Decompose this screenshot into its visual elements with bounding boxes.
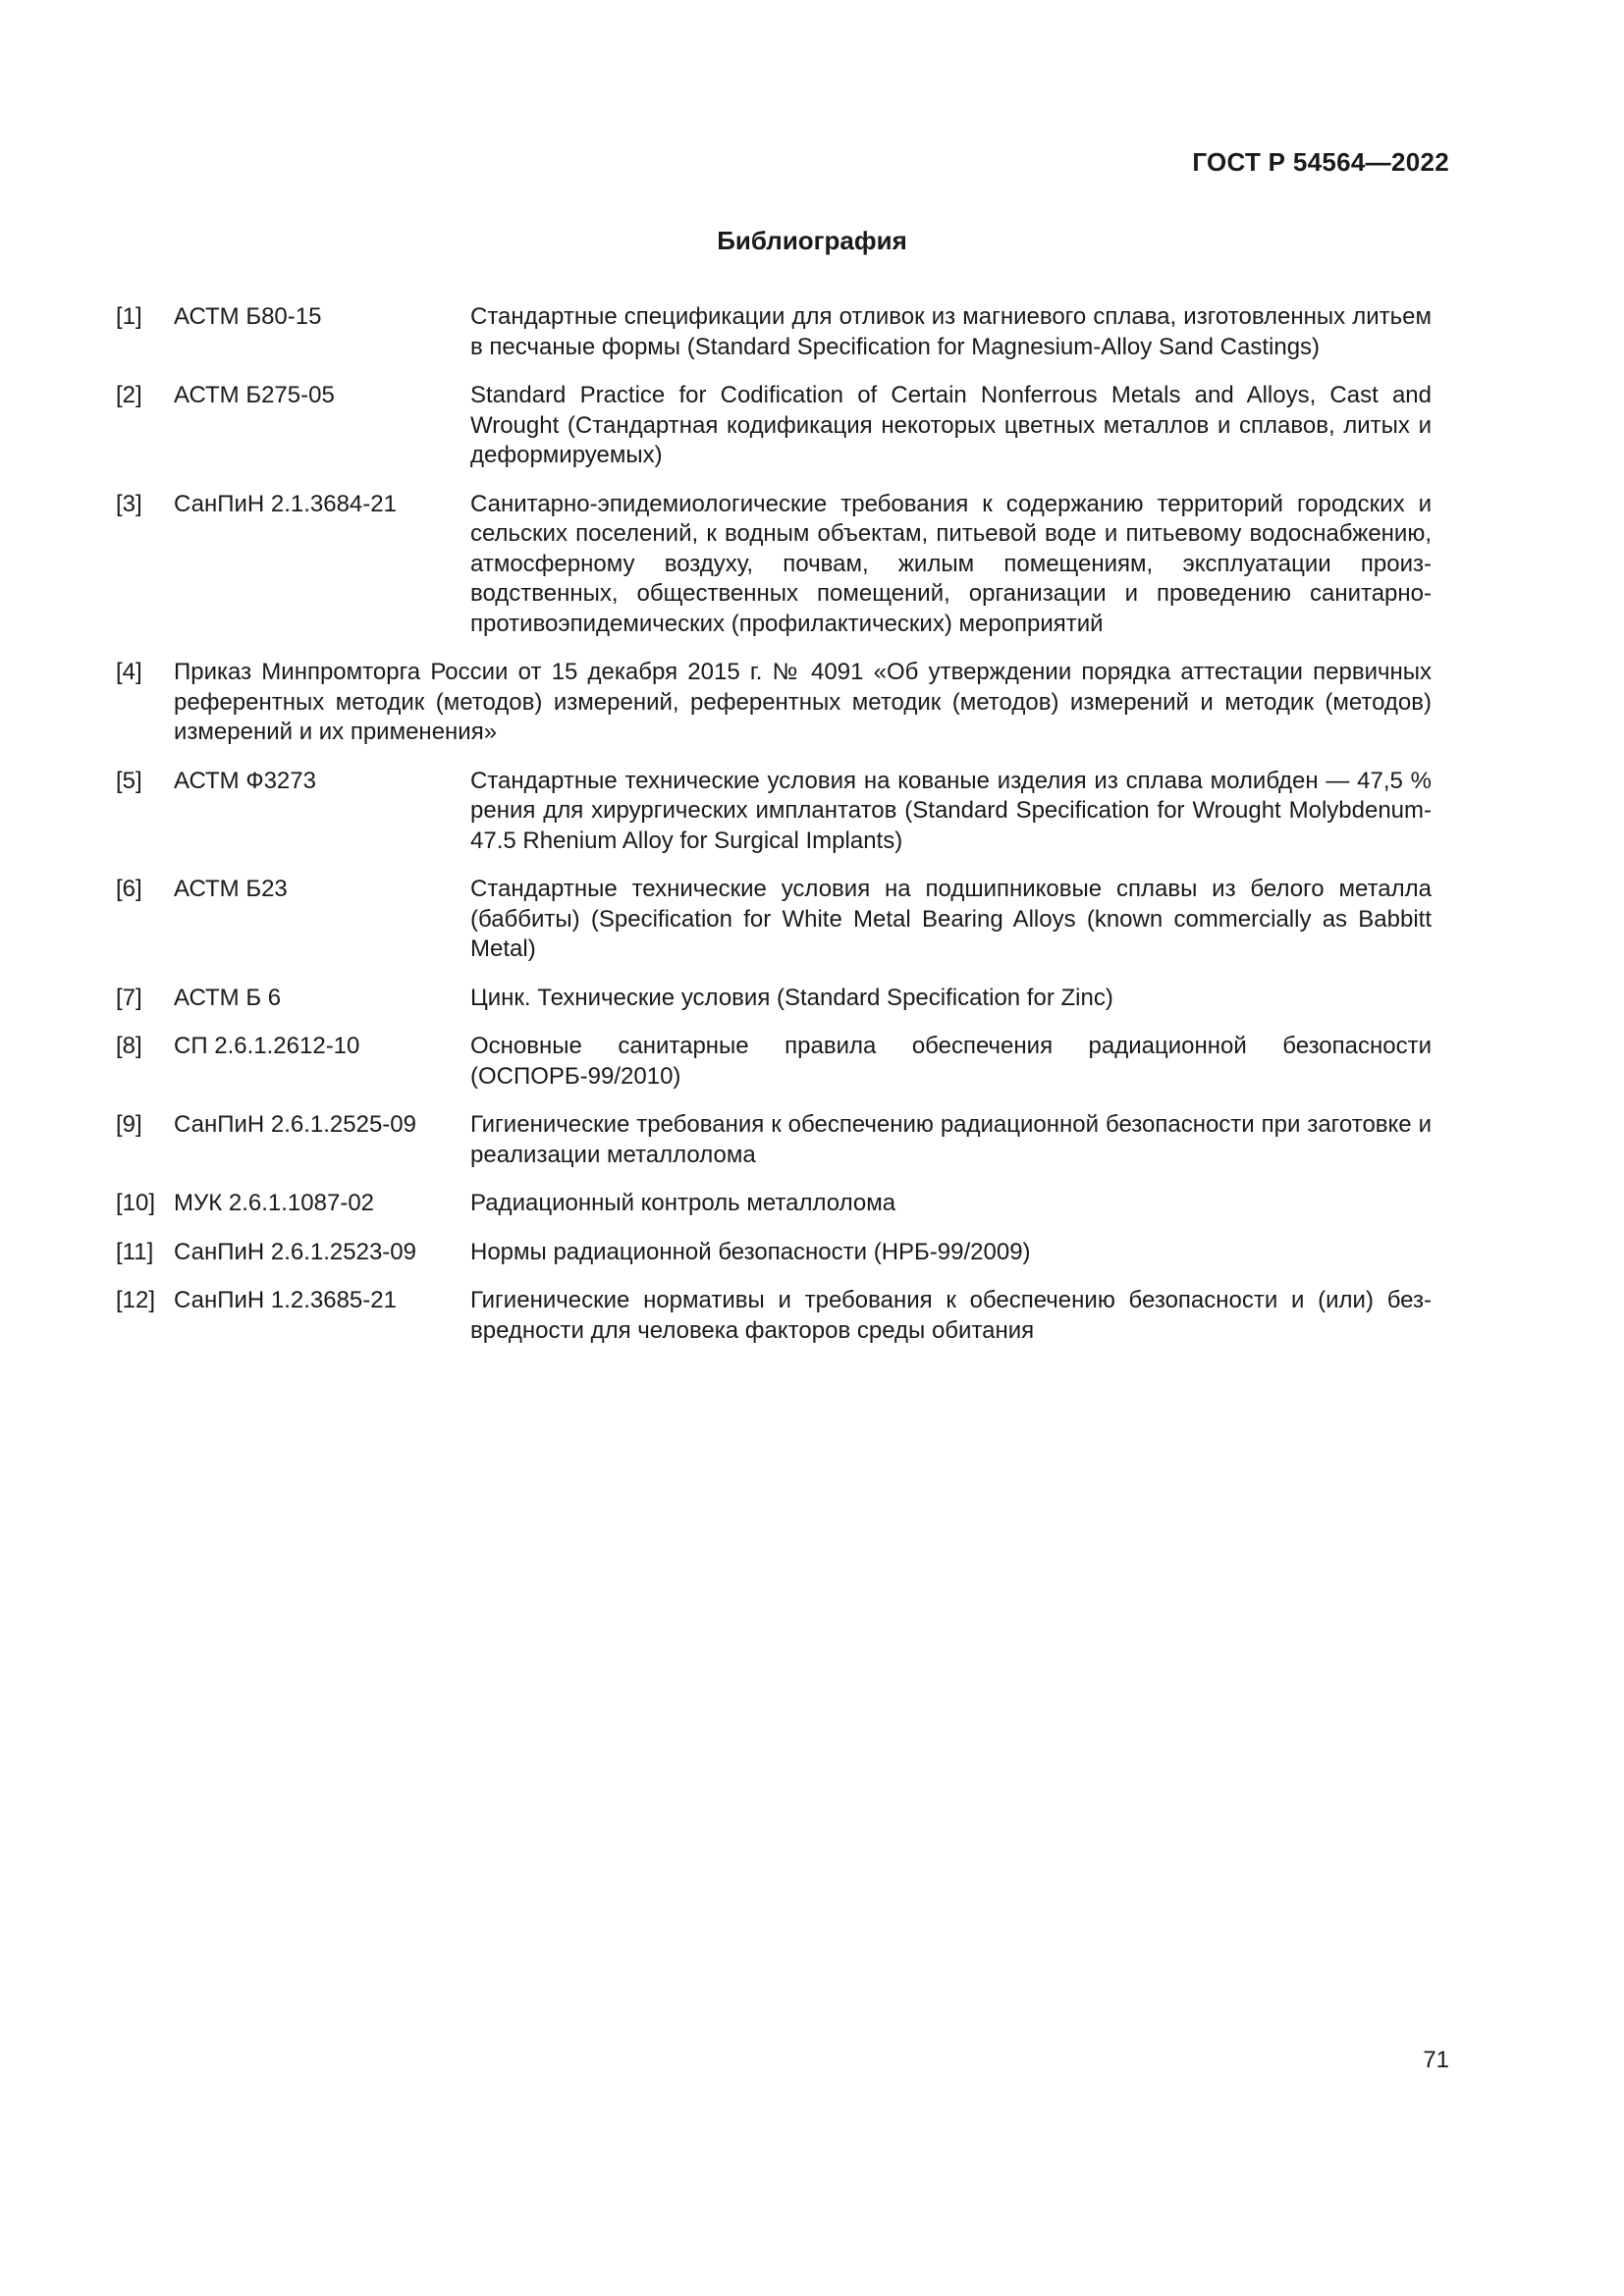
bibliography-entry: [116, 1110, 1432, 1170]
bibliography-entry: [116, 984, 1432, 1014]
entry-code: СанПиН 2.6.1.2525-09: [174, 1111, 416, 1138]
entry-number: [4]: [116, 659, 142, 685]
entry-title: Стандартные спецификации для отливок из магниевого сплава, изготовленных литьем в песчаные формы (Standard Specification for Magnesium-Alloy Sand Castings): [470, 303, 1432, 360]
entry-code: МУК 2.6.1.1087-02: [174, 1190, 375, 1216]
entry-number: [5]: [116, 767, 142, 794]
entry-number: [8]: [116, 1033, 142, 1059]
entry-number: [12]: [116, 1287, 156, 1313]
section-title: Библиография: [717, 226, 907, 255]
bibliography-entry: [116, 490, 1432, 640]
entry-title: Приказ Минпромторга России от 15 декабря 2015 г. № 4091 «Об утверждении порядка аттестации первичных референтных методик (методов) измерений, референтных методик (методов) измерений и методик (методов) измерений и их применения»: [174, 659, 1432, 745]
entry-title: Стандартные технические условия на подшипниковые сплавы из белого металла (баббиты) (Specification for White Metal Bearing Alloys (known commercially as Babbitt Metal): [470, 876, 1432, 962]
document-code: ГОСТ Р 54564—2022: [1192, 147, 1449, 177]
entry-title: Гигиенические требования к обеспечению радиационной безопасности при заготовке и реализации металлолома: [470, 1111, 1432, 1168]
entry-code: АСТМ Б23: [174, 876, 288, 902]
bibliography-entry: [116, 767, 1432, 857]
entry-number: [2]: [116, 382, 142, 408]
entry-number: [7]: [116, 984, 142, 1011]
entry-number: [10]: [116, 1190, 156, 1216]
entry-code: АСТМ Б80-15: [174, 303, 322, 330]
bibliography-entry: [116, 1189, 1432, 1219]
page-number: 71: [1423, 2047, 1449, 2073]
bibliography-entry: [116, 875, 1432, 965]
bibliography-entry: [116, 1238, 1432, 1268]
bibliography-entry: [116, 1286, 1432, 1346]
entry-code: АСТМ Б 6: [174, 984, 282, 1011]
bibliography-entry: [116, 302, 1432, 362]
bibliography-entry: [116, 381, 1432, 471]
entry-title: Основные санитарные правила обеспечения радиационной безопасности (ОСПОРБ-99/2010): [470, 1033, 1432, 1090]
entry-title: Гигиенические нормативы и требования к обеспечению безопасности и (или) безвредности для человека факторов среды обитания: [470, 1287, 1432, 1344]
entry-code: СанПиН 2.1.3684-21: [174, 490, 397, 517]
entry-title: Цинк. Технические условия (Standard Specification for Zinc): [470, 984, 1113, 1011]
entry-title: Радиационный контроль металлолома: [470, 1190, 896, 1216]
entry-title: Стандартные технические условия на кованые изделия из сплава молибден — 47,5 % рения для хирургических имплантатов (Standard Specification for Wrought Molybdenum-47.5 Rhenium Alloy for Surgical Implants): [470, 767, 1432, 854]
bibliography-list: [116, 302, 1432, 1364]
entry-code: СанПиН 1.2.3685-21: [174, 1287, 397, 1313]
entry-code: АСТМ Б275-05: [174, 382, 335, 408]
entry-number: [9]: [116, 1111, 142, 1138]
bibliography-entry: [116, 1032, 1432, 1092]
entry-title: Санитарно-эпидемиологические требования к содержанию территорий городских и сельских поселений, к водным объектам, питьевой воде и питьевому водоснабжению, атмосферному воздуху, почвам, жилым помещениям, эксплуатации производственных, общественных помещений, организации и проведению санитарно-противоэпидемических (профилактических) мероприятий: [470, 490, 1432, 637]
entry-code: СанПиН 2.6.1.2523-09: [174, 1238, 416, 1265]
bibliography-entry: [116, 658, 1432, 748]
entry-title: Standard Practice for Codification of Certain Nonferrous Metals and Alloys, Cast and Wrought (Стандартная кодификация некоторых цветных металлов и сплавов, литых и деформируемых): [470, 382, 1432, 468]
entry-code: СП 2.6.1.2612-10: [174, 1033, 360, 1059]
entry-number: [6]: [116, 876, 142, 902]
entry-number: [3]: [116, 490, 142, 517]
entry-code: АСТМ Ф3273: [174, 767, 316, 794]
entry-title: Нормы радиационной безопасности (НРБ-99/2009): [470, 1238, 1031, 1265]
entry-number: [1]: [116, 303, 142, 330]
entry-number: [11]: [116, 1238, 154, 1265]
